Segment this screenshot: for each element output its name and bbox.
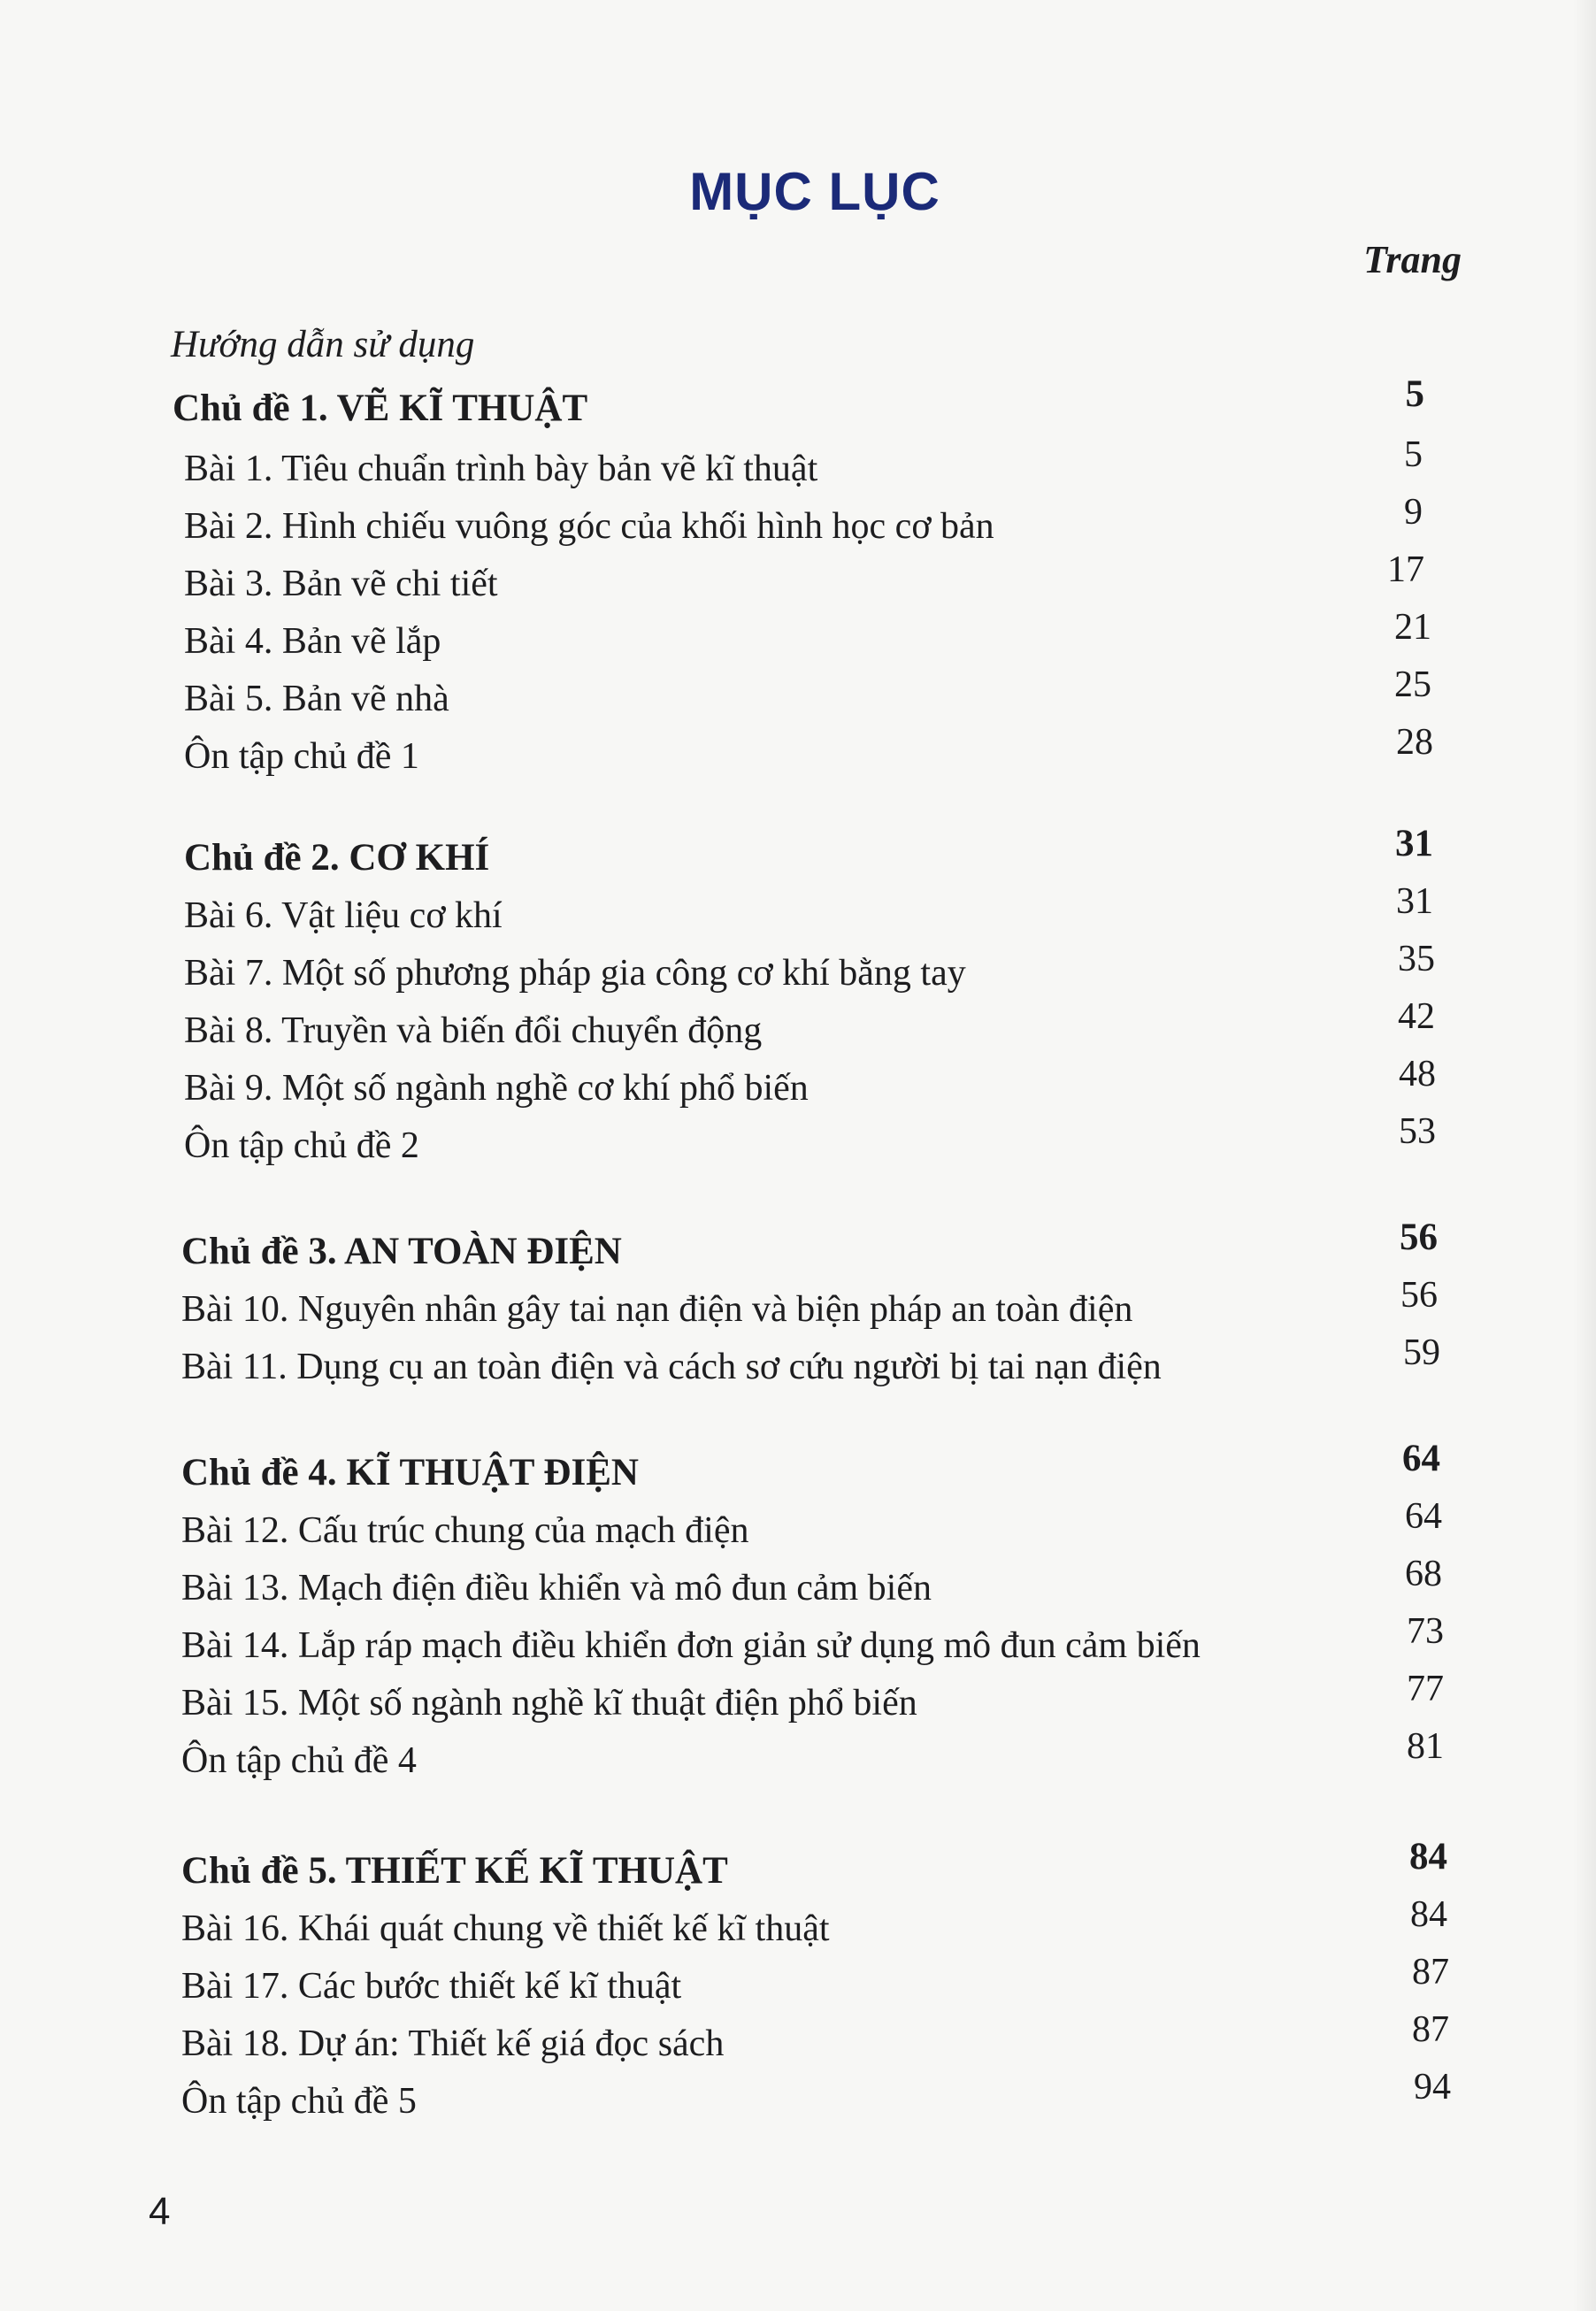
page-title: MỤC LỤC xyxy=(689,162,940,221)
toc-entry-page: 28 xyxy=(1396,722,1433,763)
toc-entry-page: 35 xyxy=(1398,939,1435,979)
toc-entry-label: Bài 2. Hình chiếu vuông góc của khối hình học cơ bản xyxy=(184,506,994,547)
toc-entry-label: Chủ đề 2. CƠ KHÍ xyxy=(184,837,490,879)
toc-entry-page: 68 xyxy=(1405,1554,1442,1594)
toc-entry-page: 5 xyxy=(1404,434,1423,475)
toc-entry-label: Bài 8. Truyền và biến đổi chuyển động xyxy=(184,1010,763,1051)
toc-entry-label: Bài 10. Nguyên nhân gây tai nạn điện và biện pháp an toàn điện xyxy=(181,1289,1133,1330)
toc-entry-page: 59 xyxy=(1403,1332,1440,1373)
toc-entry-label: Bài 7. Một số phương pháp gia công cơ khí bằng tay xyxy=(184,953,966,994)
toc-entry-page: 64 xyxy=(1402,1438,1440,1479)
toc-intro-entry: Hướng dẫn sử dụng xyxy=(171,324,475,365)
toc-entry-label: Bài 16. Khái quát chung về thiết kế kĩ thuật xyxy=(181,1908,830,1949)
toc-entry-page: 5 xyxy=(1405,373,1424,415)
page-column-header: Trang xyxy=(1363,238,1462,281)
toc-entry-page: 64 xyxy=(1405,1496,1442,1537)
toc-entry-page: 73 xyxy=(1407,1611,1444,1652)
toc-entry-label: Ôn tập chủ đề 1 xyxy=(184,736,419,777)
toc-entry-label: Ôn tập chủ đề 2 xyxy=(184,1125,419,1166)
toc-entry-label: Bài 14. Lắp ráp mạch điều khiển đơn giản sử dụng mô đun cảm biến xyxy=(181,1625,1201,1666)
footer-page-number: 4 xyxy=(149,2190,171,2233)
toc-entry-label: Bài 15. Một số ngành nghề kĩ thuật điện phổ biến xyxy=(181,1683,917,1724)
toc-entry-page: 31 xyxy=(1396,881,1433,922)
toc-entry-label: Bài 17. Các bước thiết kế kĩ thuật xyxy=(181,1966,682,2007)
toc-entry-page: 53 xyxy=(1399,1111,1436,1152)
toc-entry-label: Bài 4. Bản vẽ lắp xyxy=(184,621,441,662)
toc-entry-page: 77 xyxy=(1407,1669,1444,1709)
toc-entry-label: Bài 1. Tiêu chuẩn trình bày bản vẽ kĩ thuật xyxy=(184,449,818,489)
toc-entry-page: 84 xyxy=(1409,1836,1447,1877)
toc-entry-page: 87 xyxy=(1412,1952,1449,1992)
toc-entry-label: Ôn tập chủ đề 5 xyxy=(181,2081,417,2122)
toc-entry-page: 42 xyxy=(1398,996,1435,1037)
toc-entry-label: Ôn tập chủ đề 4 xyxy=(181,1740,417,1781)
toc-entry-label: Bài 5. Bản vẽ nhà xyxy=(184,679,449,719)
toc-entry-label: Chủ đề 4. KĨ THUẬT ĐIỆN xyxy=(181,1452,639,1493)
toc-entry-page: 94 xyxy=(1414,2067,1451,2108)
toc-entry-page: 31 xyxy=(1395,823,1433,864)
toc-entry-page: 56 xyxy=(1400,1217,1438,1258)
page-edge-shadow xyxy=(1573,0,1596,2311)
toc-entry-page: 56 xyxy=(1400,1275,1438,1316)
toc-entry-label: Bài 18. Dự án: Thiết kế giá đọc sách xyxy=(181,2023,725,2064)
toc-entry-page: 81 xyxy=(1407,1726,1444,1767)
toc-entry-label: Bài 13. Mạch điện điều khiển và mô đun cảm biến xyxy=(181,1568,932,1608)
toc-entry-page: 21 xyxy=(1394,607,1431,648)
toc-entry-label: Bài 9. Một số ngành nghề cơ khí phổ biến xyxy=(184,1068,809,1109)
toc-entry-page: 87 xyxy=(1412,2009,1449,2050)
toc-entry-page: 9 xyxy=(1404,492,1423,533)
toc-entry-label: Chủ đề 5. THIẾT KẾ KĨ THUẬT xyxy=(181,1850,728,1892)
toc-entry-page: 25 xyxy=(1394,664,1431,705)
toc-entry-page: 17 xyxy=(1387,549,1424,590)
toc-entry-label: Chủ đề 3. AN TOÀN ĐIỆN xyxy=(181,1231,622,1272)
toc-entry-page: 48 xyxy=(1399,1054,1436,1094)
toc-entry-page: 84 xyxy=(1410,1894,1447,1935)
toc-entry-label: Chủ đề 1. VẼ KĨ THUẬT xyxy=(173,388,588,429)
toc-entry-label: Bài 12. Cấu trúc chung của mạch điện xyxy=(181,1510,749,1551)
toc-entry-label: Bài 11. Dụng cụ an toàn điện và cách sơ cứu người bị tai nạn điện xyxy=(181,1347,1162,1387)
toc-entry-label: Bài 3. Bản vẽ chi tiết xyxy=(184,564,498,604)
toc-entry-label: Bài 6. Vật liệu cơ khí xyxy=(184,895,503,936)
